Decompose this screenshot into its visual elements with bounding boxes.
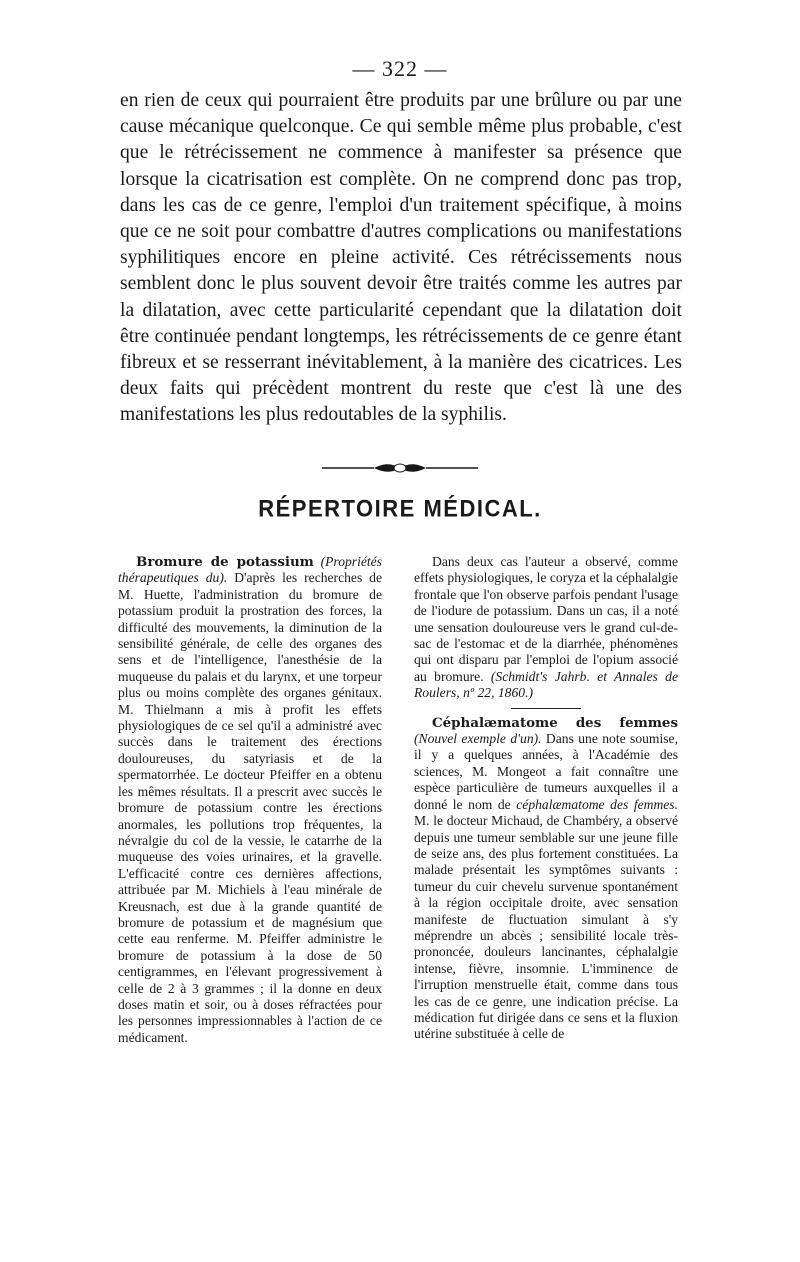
right-column <box>414 554 678 1043</box>
section-heading: RÉPERTOIRE MÉDICAL. <box>258 494 542 522</box>
entry-subtitle: (Propriétés thérapeutiques du). <box>118 554 382 586</box>
intro-paragraph: en rien de ceux qui pourraient être produits par une brûlure ou par une cause mécanique quelconque. Ce qui semble même plus probable, c'est que le rétrécissement ne commence à manifester sa présence que lorsque la cicatrisation est complète. On ne comprend donc pas trop, dans les cas de ce genre, l'emploi d'un traitement spécifique, à moins que ce ne soit pour combattre d'autres complications ou manifestations syphilitiques encore en pleine activité. Ces rétrécissements nous semblent donc le plus souvent devoir être traités comme les autres par la dilatation, avec cette particularité cependant que la dilatation doit être continuée pendant longtemps, les rétrécissements de ce genre étant fibreux et se resserrant inévitablement, à la manière des cicatrices. Les deux faits qui précèdent montrent du reste que c'est là une des manifestations les plus redoutables de la syphilis. <box>120 90 682 426</box>
entry-cephalaematome <box>414 715 678 1043</box>
divider-ornament-icon <box>0 458 800 478</box>
entry-continuation: Dans deux cas l'auteur a observé, comme effets physiologiques, le coryza et la céphalalgie frontale que l'on observe parfois pendant l'usage de l'iodure de potassium. Dans un cas, il a noté une sensation douloureuse vers le grand cul-de-sac de l'estomac et de la diarrhée, phénomènes qui ont disparu par l'emploi de l'opium associé au bromure. <box>414 554 678 684</box>
entry-citation: (Schmidt's Jahrb. et Annales de Roulers, nº 22, 1860.) <box>414 668 678 701</box>
entry-subtitle: (Nouvel exemple d'un). <box>414 731 542 747</box>
page-number: — 322 — <box>352 56 448 81</box>
entry-separator <box>511 708 581 709</box>
entry-bromure <box>118 554 382 1046</box>
entry-body-continued: M. le docteur Michaud, de Chambéry, a observé depuis une tumeur semblable sur une jeune fille de seize ans, des plus fortement constituées. La malade présentait les symptômes suivants : tumeur du cuir chevelu survenue spontanément à la région occipitale droite, avec sensation manifeste de fluctuation simulant à s'y méprendre un abcès ; sensibilité locale très-prononcée, douleurs lancinantes, céphalalgie intense, fièvre, insomnie. L'imminence de l'irruption menstruelle était, comme dans tous les cas de ce genre, une indication précise. La médication fut dirigée dans ce sens et la fluxion utérine substituée à celle de <box>414 813 678 1042</box>
entry-body: D'après les recherches de M. Huette, l'administration du bromure de potassium produit la prostration des forces, la difficulté des mouvements, la diminution de la sensibilité générale, de celle des organes des sens et de l'intelligence, l'anesthésie de la muqueuse du palais et du larynx, et une torpeur plus ou moins complète des organes génitaux. M. Thielmann a mis à profit les effets physiologiques de ce sel qu'il a administré avec succès dans le traitement des érections douloureuses, du satyriasis et de la spermatorrhée. Le docteur Pfeiffer en a obtenu les mêmes résultats. Il a prescrit avec succès le bromure de potassium contre les érections anormales, les pollutions trop fréquentes, la névralgie du col de la vessie, le catarrhe de la muqueuse des voies urinaires, et la gravelle. L'efficacité contre ces dernières affections, attribuée par M. Michiels à l'eau minérale de Kreusnach, est due à la grande quantité de bromure de potassium et de magnésium que cette eau renferme. M. Pfeiffer administre le bromure de potassium à la dose de 50 centigrammes, en l'élevant progressivement à celle de 2 à 3 grammes ; il la donne en deux doses matin et soir, ou à doses réfractées pour les personnes impressionnables à l'action de ce médicament. <box>118 570 383 1045</box>
entry-bromure-continuation <box>414 554 678 702</box>
entry-body: Dans une note soumise, il y a quelques années, à l'Académie des sciences, M. Mongeot a fait connaître une espèce particulière de tumeurs auxquelles il a donné le nom de <box>414 731 678 812</box>
entry-term: céphalæmatome des femmes. <box>516 796 678 812</box>
left-column <box>118 554 382 1046</box>
entry-title: Céphalæmatome des femmes <box>432 714 678 731</box>
entry-title: Bromure de potassium <box>136 554 314 570</box>
